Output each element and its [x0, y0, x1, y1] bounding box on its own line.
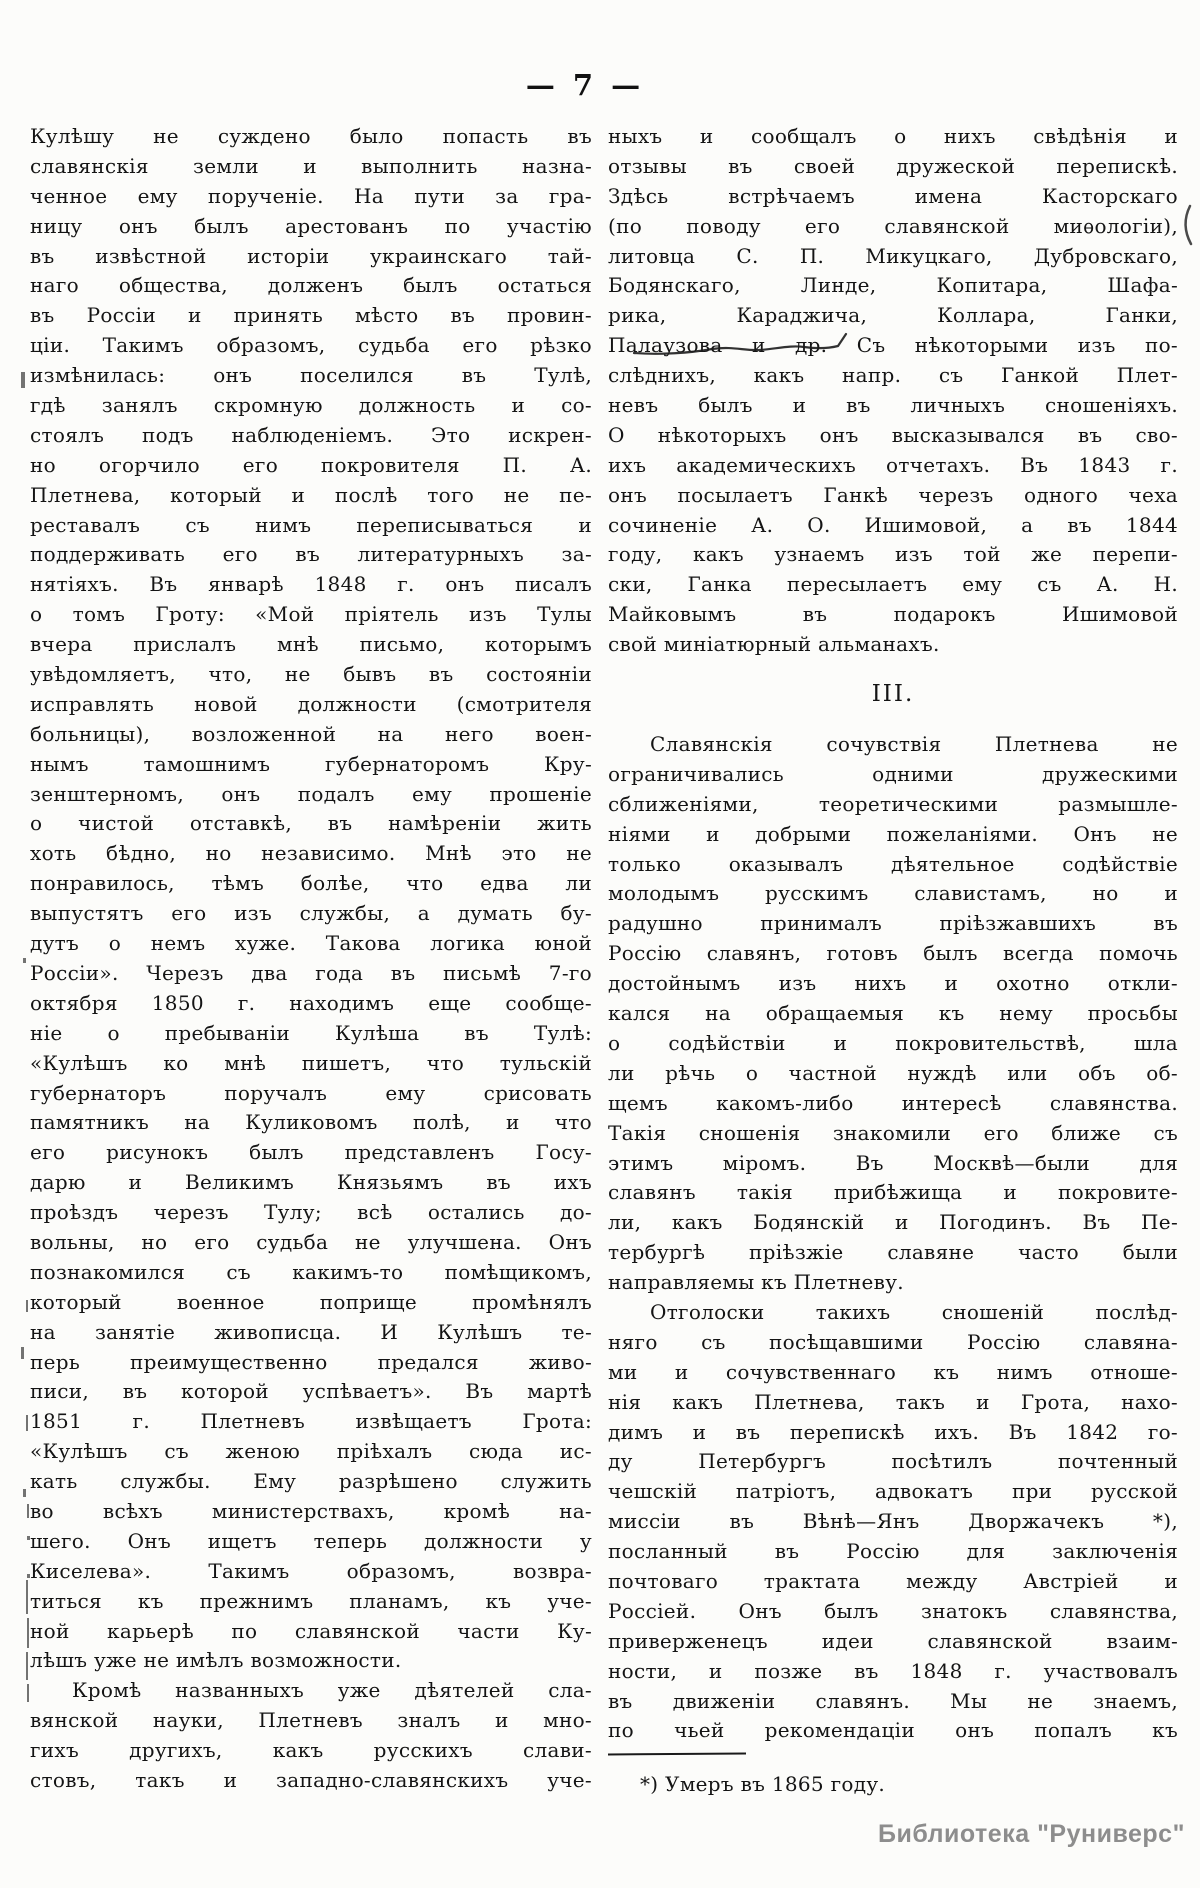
text-line: миссіи въ Вѣнѣ—Янъ Дворжачекъ *), — [608, 1509, 1178, 1534]
text-line: ности, и позже въ 1848 г. участвовалъ — [608, 1658, 1178, 1683]
text-line: стоялъ подъ наблюденіемъ. Это искрен- — [30, 422, 592, 447]
text-line: гдѣ занялъ скромную должность и со- — [30, 393, 592, 418]
text-line: отзывы въ своей дружеской перепискѣ. — [608, 153, 1178, 178]
text-line: радушно принималъ пріѣзжавшихъ въ — [608, 911, 1178, 936]
text-line: ніе о пребываніи Кулѣша въ Тулѣ: — [30, 1020, 592, 1045]
text-line: дарю и Великимъ Князьямъ въ ихъ — [30, 1170, 592, 1195]
text-line: ціи. Такимъ образомъ, судьба его рѣзко — [30, 333, 592, 358]
text-line: на занятіе живописца. И Кулѣшъ те- — [30, 1319, 592, 1344]
text-line: «Кулѣшъ ко мнѣ пишетъ, что тульскій — [30, 1050, 592, 1075]
text-line: кался на обращаемыя къ нему просьбы — [608, 1001, 1178, 1026]
footnote-rule — [608, 1753, 746, 1756]
text-line: ніями и добрыми пожеланіями. Онъ не — [608, 821, 1178, 846]
text-line: познакомился съ какимъ-то помѣщикомъ, — [30, 1259, 592, 1284]
footnote — [608, 1753, 1178, 1799]
text-line: направляемы къ Плетневу. — [608, 1270, 904, 1295]
text-line: проѣздъ черезъ Тулу; всѣ остались до- — [30, 1200, 592, 1225]
text-line: ной карьерѣ по славянской части Ку- — [30, 1618, 592, 1643]
text-line: Палаузова и др. Съ нѣкоторыми изъ по- — [608, 333, 1178, 358]
text-line: чешскій патріотъ, адвокатъ при русской — [608, 1479, 1178, 1504]
text-line: вольны, но его судьба не улучшена. Онъ — [30, 1229, 592, 1254]
text-line: ныхъ и сообщалъ о нихъ свѣдѣнія и — [608, 124, 1178, 148]
scan-artifact — [27, 1536, 30, 1540]
text-line: о содѣйствіи и покровительствѣ, шла — [608, 1030, 1178, 1055]
text-line: Такія сношенія знакомили его ближе съ — [608, 1120, 1178, 1145]
text-line: его рисунокъ былъ представленъ Госу- — [30, 1140, 592, 1165]
scan-artifact — [26, 1300, 28, 1312]
footnote-text: *) Умеръ въ 1865 году. — [640, 1772, 886, 1797]
text-line: сближеніями, теоретическими размышле- — [608, 791, 1178, 816]
text-line: понравилось, тѣмъ болѣе, что едва ли — [30, 871, 592, 896]
scan-artifact — [26, 1415, 28, 1431]
text-line: Отголоски такихъ сношеній послѣд- — [650, 1299, 1178, 1324]
text-line: Россіей. Онъ былъ знатокъ славянства, — [608, 1598, 1178, 1623]
text-line: кать службы. Ему разрѣшено служить — [30, 1469, 592, 1494]
text-line: вчера прислалъ мнѣ письмо, которымъ — [30, 632, 592, 657]
text-line: перь преимущественно предался живо- — [30, 1349, 592, 1374]
text-line: нымъ тамошнимъ губернаторомъ Кру- — [30, 751, 592, 776]
text-line: въ Россіи и принять мѣсто въ провин- — [30, 303, 592, 328]
text-line: (по поводу его славянской миѳологіи), — [608, 213, 1178, 238]
text-line: тербургѣ пріѣзжіе славяне часто были — [608, 1240, 1178, 1265]
text-line: ченное ему порученіе. На пути за гра- — [30, 183, 592, 208]
text-line: димъ и въ перепискѣ ихъ. Въ 1842 го- — [608, 1419, 1178, 1444]
text-line: свой миніатюрный альманахъ. — [608, 632, 940, 657]
text-line: невъ былъ и въ личныхъ сношеніяхъ. — [608, 393, 1178, 418]
text-line: рика, Караджича, Коллара, Ганки, — [608, 303, 1178, 328]
scan-artifact — [27, 1504, 29, 1518]
text-line: щемъ какомъ-либо интересѣ славянства. — [608, 1090, 1178, 1115]
scan-artifact — [27, 1618, 29, 1648]
pencil-margin-mark — [1186, 206, 1191, 244]
text-line: ницу онъ былъ арестованъ по участію — [30, 213, 592, 238]
text-line: только оказывалъ дѣятельное содѣйствіе — [608, 851, 1178, 876]
scan-artifact — [26, 1580, 28, 1614]
scan-artifact — [21, 1347, 24, 1359]
text-line: Кулѣшу не суждено было попасть въ — [30, 124, 592, 148]
text-line: сочиненіе А. О. Ишимовой, а въ 1844 — [608, 512, 1178, 537]
text-column-right — [608, 122, 1178, 1799]
text-line: нія какъ Плетнева, такъ и Грота, нахо- — [608, 1389, 1178, 1414]
text-line: посланный въ Россію для заключенія — [608, 1539, 1178, 1564]
text-line: онъ посылаетъ Ганкѣ черезъ одного чеха — [608, 482, 1178, 507]
text-line: ски, Ганка пересылаетъ ему съ А. Н. — [608, 572, 1178, 597]
text-line: Бодянскаго, Линде, Копитара, Шафа- — [608, 273, 1178, 298]
scan-artifact — [21, 372, 25, 388]
text-line: стовъ, такъ и западно-славянскихъ уче- — [30, 1767, 592, 1792]
text-line: наго общества, долженъ былъ остаться — [30, 273, 592, 298]
text-line: о чистой отставкѣ, въ намѣреніи жить — [30, 811, 592, 836]
text-line: вянской науки, Плетневъ зналъ и мно- — [30, 1708, 592, 1733]
text-line: этимъ міромъ. Въ Москвѣ—были для — [608, 1150, 1178, 1175]
scan-artifact — [23, 958, 26, 963]
text-line: Киселева». Такимъ образомъ, возвра- — [30, 1558, 592, 1583]
text-line: ми и сочувственнаго къ нимъ отноше- — [608, 1359, 1178, 1384]
text-line: но огорчило его покровителя П. А. — [30, 452, 592, 477]
text-line: титься къ прежнимъ планамъ, къ уче- — [30, 1588, 592, 1613]
text-line: больницы), возложенной на него воен- — [30, 721, 592, 746]
text-line: октября 1850 г. находимъ еще сообще- — [30, 990, 592, 1015]
scan-artifact — [27, 1574, 30, 1578]
text-line: реставалъ съ нимъ переписываться и — [30, 512, 592, 537]
scan-artifact — [23, 1489, 26, 1497]
page-number: — 7 — — [525, 68, 645, 102]
text-line: Здѣсь встрѣчаемъ имена Касторскаго — [608, 183, 1178, 208]
right-column-part1 — [608, 122, 1178, 660]
section-heading-iii: III. — [871, 681, 915, 708]
text-line: лѣшъ уже не имѣлъ возможности. — [30, 1648, 402, 1673]
text-line: губернаторъ поручалъ ему срисовать — [30, 1080, 592, 1105]
text-line: въ движеніи славянъ. Мы не знаемъ, — [608, 1688, 1178, 1713]
text-line: няго съ посѣщавшими Россію славяна- — [608, 1329, 1178, 1354]
text-line: гихъ другихъ, какъ русскихъ слави- — [30, 1738, 592, 1763]
text-line: который военное поприще промѣнялъ — [30, 1289, 592, 1314]
library-watermark: Библиотека "Руниверс" — [878, 1820, 1185, 1848]
scan-artifact — [27, 1684, 29, 1702]
text-line: ли рѣчь о частной нуждѣ или объ об- — [608, 1060, 1178, 1085]
text-line: приверженецъ идеи славянской взаим- — [608, 1628, 1178, 1653]
text-line: Плетнева, который и послѣ того не пе- — [30, 482, 592, 507]
text-line: исправлять новой должности (смотрителя — [30, 691, 592, 716]
text-line: молодымъ русскимъ славистамъ, но и — [608, 881, 1178, 906]
text-line: славянъ такія прибѣжища и покровите- — [608, 1180, 1178, 1205]
text-line: выпустятъ его изъ службы, а думать бу- — [30, 901, 592, 926]
text-line: дутъ о немъ хуже. Такова логика юной — [30, 931, 592, 956]
text-line: слѣднихъ, какъ напр. съ Ганкой Плет- — [608, 363, 1178, 388]
text-line: О нѣкоторыхъ онъ высказывался въ сво- — [608, 422, 1178, 447]
text-line: Майковымъ въ подарокъ Ишимовой — [608, 602, 1178, 627]
text-line: ли, какъ Бодянскій и Погодинъ. Въ Пе- — [608, 1210, 1178, 1235]
text-line: ихъ академическихъ отчетахъ. Въ 1843 г. — [608, 452, 1178, 477]
text-line: увѣдомляетъ, что, не бывъ въ состояніи — [30, 662, 592, 687]
text-line: измѣнилась: онъ поселился въ Тулѣ, — [30, 363, 592, 388]
text-line: поддерживать его въ литературныхъ за- — [30, 542, 592, 567]
text-line: въ извѣстной исторіи украинскаго тай- — [30, 243, 592, 268]
text-line: славянскія земли и выполнить назна- — [30, 153, 592, 178]
text-column-left — [30, 122, 592, 1796]
text-line: шего. Онъ ищетъ теперь должности у — [30, 1528, 592, 1553]
text-line: Россію славянъ, готовъ былъ всегда помочь — [608, 941, 1178, 966]
text-line: «Кулѣшъ съ женою пріѣхалъ сюда ис- — [30, 1439, 592, 1464]
text-line: Кромѣ названныхъ уже дѣятелей сла- — [72, 1678, 592, 1703]
text-line: во всѣхъ министерствахъ, кромѣ на- — [30, 1498, 592, 1523]
text-line: по чьей рекомендаціи онъ попалъ къ — [608, 1718, 1178, 1743]
text-line: зенштерномъ, онъ подалъ ему прошеніе — [30, 781, 592, 806]
text-line: ду Петербургъ посѣтилъ почтенный — [608, 1449, 1178, 1474]
text-line: году, какъ узнаемъ изъ той же перепи- — [608, 542, 1178, 567]
text-line: памятникъ на Куликовомъ полѣ, и что — [30, 1110, 592, 1135]
text-line: ограничивались одними дружескими — [608, 761, 1178, 786]
scan-artifact — [26, 1652, 28, 1680]
text-line: писи, въ которой успѣваетъ». Въ мартѣ — [30, 1379, 592, 1404]
text-line: хоть бѣдно, но независимо. Мнѣ это не — [30, 841, 592, 866]
text-line: Россіи». Черезъ два года въ письмѣ 7-го — [30, 960, 592, 985]
text-line: нятіяхъ. Въ январѣ 1848 г. онъ писалъ — [30, 572, 592, 597]
right-column-part2 — [608, 730, 1178, 1746]
text-line: Славянскія сочувствія Плетнева не — [650, 732, 1178, 757]
text-line: о томъ Гроту: «Мой пріятель изъ Тулы — [30, 602, 592, 627]
text-line: почтоваго трактата между Австріей и — [608, 1568, 1178, 1593]
text-line: 1851 г. Плетневъ извѣщаетъ Грота: — [30, 1409, 592, 1434]
text-line: литовца С. П. Микуцкаго, Дубровскаго, — [608, 243, 1178, 268]
text-line: достойнымъ изъ нихъ и охотно откли- — [608, 971, 1178, 996]
